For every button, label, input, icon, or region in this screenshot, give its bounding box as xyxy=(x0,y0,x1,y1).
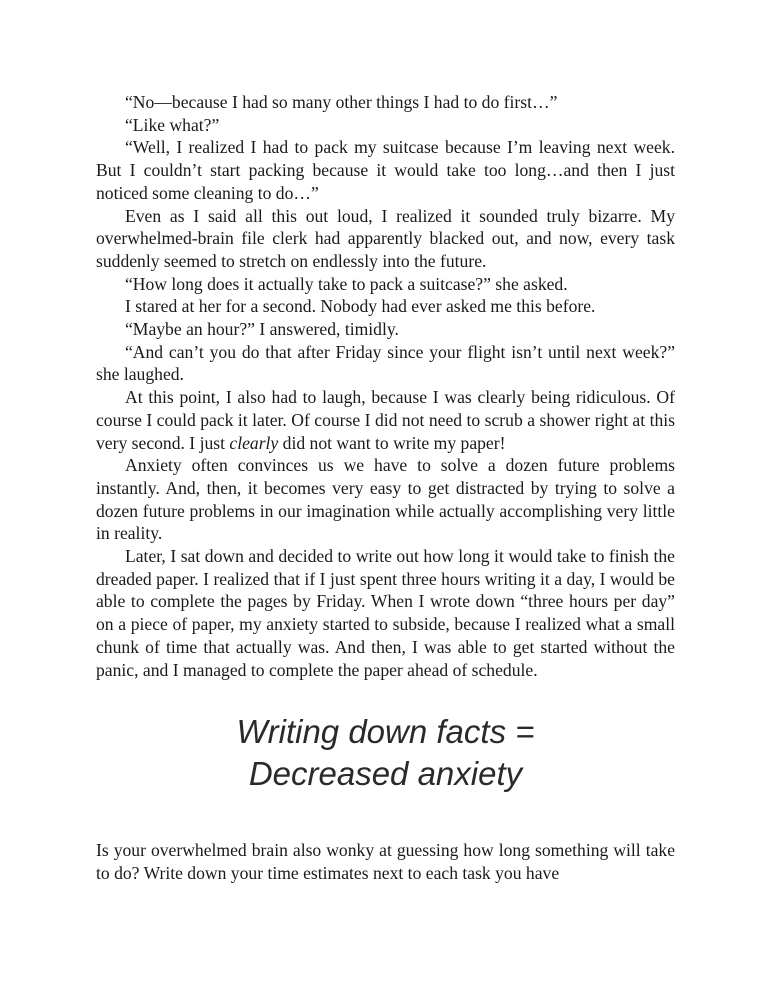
closing-paragraph: Is your overwhelmed brain also wonky at guessing how long something will take to do? Write down your time estimates next to each task you have xyxy=(96,840,675,883)
heading-line-2: Decreased anxiety xyxy=(248,755,523,793)
paragraph-9-text-before: At this point, I also had to laugh, because I was clearly being ridiculous. Of course I could pack it later. Of course I did not need to scrub a shower right at this very second. I just xyxy=(96,387,675,453)
section-heading xyxy=(96,711,675,795)
heading-line-1: Writing down facts = xyxy=(236,713,535,751)
paragraph-3: “Well, I realized I had to pack my suitcase because I’m leaving next week. But I couldn’t start packing because it would take too long…and then I just noticed some cleaning to do…” xyxy=(96,137,675,203)
paragraph-8: “And can’t you do that after Friday since your flight isn’t until next week?” she laughed. xyxy=(96,341,675,385)
paragraph-7: “Maybe an hour?” I answered, timidly. xyxy=(125,319,399,340)
paragraph-11: Later, I sat down and decided to write out how long it would take to finish the dreaded paper. I realized that if I just spent three hours writing it a day, I would be able to complete the pages by Friday. When I wrote down “three hours per day” on a piece of paper, my anxiety started to subside, because I realized what a small chunk of time that actually was. And then, I was able to get started without the panic, and I managed to complete the paper ahead of schedule. xyxy=(96,546,675,680)
emphasis-clearly: clearly xyxy=(229,432,279,453)
paragraph-1: “No—because I had so many other things I had to do first…” xyxy=(125,92,558,112)
paragraph-6: I stared at her for a second. Nobody had ever asked me this before. xyxy=(125,296,596,317)
paragraph-5: “How long does it actually take to pack a suitcase?” she asked. xyxy=(125,273,568,294)
paragraph-9 xyxy=(96,386,675,454)
paragraph-10: Anxiety often convinces us we have to solve a dozen future problems instantly. And, then, it becomes very easy to get distracted by trying to solve a dozen future problems in our imagination while actually accomplishing very little in reality. xyxy=(96,455,675,544)
paragraph-2: “Like what?” xyxy=(125,114,220,135)
paragraph-9-text-after: did not want to write my paper! xyxy=(278,432,506,453)
book-page xyxy=(96,91,675,885)
paragraph-4: Even as I said all this out loud, I realized it sounded truly bizarre. My overwhelmed-brain file clerk had apparently blacked out, and now, every task suddenly seemed to stretch on endlessly into the future. xyxy=(96,205,675,271)
